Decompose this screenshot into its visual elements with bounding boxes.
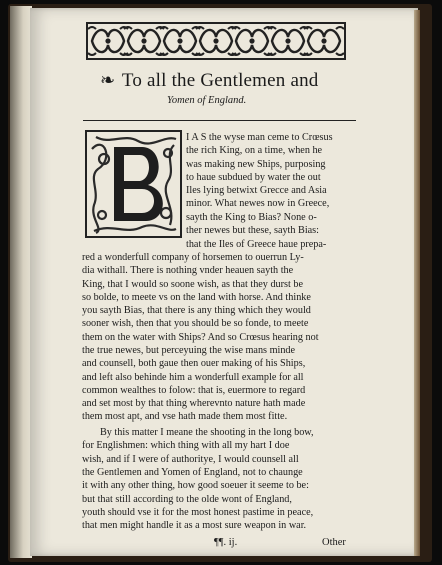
body-line: red a wonderfull company of horsemen to ouerrun Ly- <box>82 252 304 263</box>
body-line: I A S the wyse man ceme to Crœsus <box>186 132 333 143</box>
body-line: and counsell, both gaue then ouer making of his Ships, <box>82 358 306 369</box>
body-line: them most apt, and vse hath made them most fitte. <box>82 411 288 422</box>
body-line: that the Iles of Greece haue prepa- <box>186 239 327 250</box>
title-line-2: Yomen of England. <box>167 95 247 106</box>
body-line: that men might handle it as a most sure weapon in war. <box>82 520 307 531</box>
body-line: ther newes but these, sayth Bias: <box>186 225 319 236</box>
body-line: and set most by that thing wherevnto nature hath made <box>82 398 306 409</box>
body-line: the true newes, but perceyuing the wise mans minde <box>82 345 296 356</box>
title-line-1: To all the Gentlemen and <box>121 70 319 91</box>
body-line: sooner wish, then that you should be so fonde, to meete <box>82 318 309 329</box>
body-line: to haue subdued by water the out <box>186 172 321 183</box>
body-line: Iles lying betwixt Grecce and Asia <box>186 185 327 196</box>
body-line: them on the water with Ships? And so Crœsus hearing not <box>82 332 319 343</box>
body-line: sayth the King to Bias? None o- <box>186 212 317 223</box>
body-line: it with any other thing, how good soeuer it seeme to be: <box>82 480 309 491</box>
decorated-initial-b-icon <box>84 129 183 239</box>
body-line: minor. What newes now in Greece, <box>186 198 330 209</box>
body-line: wish, and if I were of authoritye, I would counsell all <box>82 454 299 465</box>
page-title <box>100 70 318 92</box>
fleuron-icon: ❧ <box>100 70 116 90</box>
page-edge <box>414 10 420 556</box>
title-rule <box>83 120 356 121</box>
body-line: the Gentlemen and Yomen of England, not to chaunge <box>82 467 303 478</box>
body-line: was making new Ships, purposing <box>186 159 326 170</box>
body-line: you sayth Bias, that there is any thing which they would <box>82 305 311 316</box>
body-line: but that still according to the olde wont of England, <box>82 494 292 505</box>
body-line: youth should vse it for the most honest pastime in peace, <box>82 507 314 518</box>
body-line: common wealthes to folow: that is, euermore to regard <box>82 385 306 396</box>
signature-mark: ¶¶. ij. <box>214 537 238 548</box>
body-line: so bolde, to meete vs on the land with horse. And thinke <box>82 292 311 303</box>
body-line: King, that I would so soone wish, as that they durst be <box>82 279 303 290</box>
ornamental-border <box>86 21 346 61</box>
body-line: By this matter I meane the shooting in the long bow, <box>100 427 314 438</box>
body-line: and left also behinde him a wonderfull example for all <box>82 372 304 383</box>
body-line: the rich King, on a time, when he <box>186 145 323 156</box>
body-line: for Englishmen: which thing with all my hart I doe <box>82 440 290 451</box>
catchword: Other <box>322 537 346 548</box>
body-line: dia withall. There is nothing vnder heauen sayth the <box>82 265 294 276</box>
page-gutter <box>10 6 32 558</box>
